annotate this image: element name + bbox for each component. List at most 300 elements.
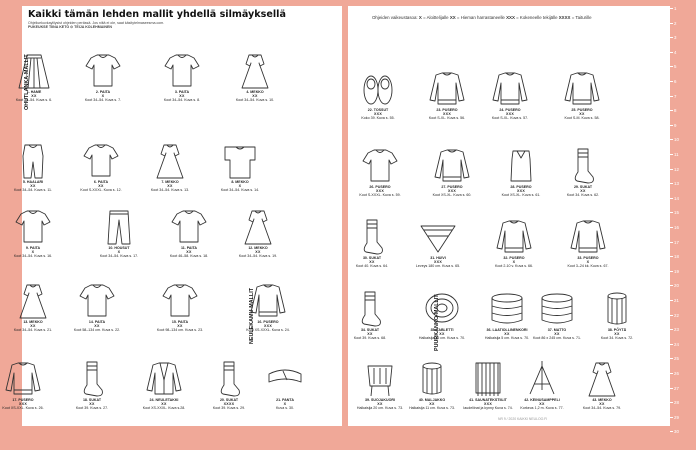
difficulty-marks: XX (369, 260, 375, 265)
item-title: 35. TABLETTI (430, 328, 454, 332)
item-caption (513, 398, 571, 411)
item-sizes: Koot 34–54. Kuva s. 11. (13, 188, 53, 193)
pants-illustration (99, 208, 139, 246)
dress-illustration (238, 208, 278, 246)
item-caption (588, 328, 646, 341)
ruler-tick (670, 23, 673, 24)
pattern-item[interactable] (528, 290, 586, 341)
pattern-item[interactable] (160, 208, 218, 259)
difficulty-marks: XXX (373, 112, 383, 117)
item-caption (74, 90, 132, 103)
difficulty-marks: XXX (483, 402, 493, 407)
ruler-number: 24 (674, 341, 679, 347)
band-illustration (265, 360, 305, 398)
subtitle: Ohjeliuekuvkaylilysist ohjeiden perässä. Jos niitä ei ole, saat käsitytelmaseesma.com. (28, 21, 165, 25)
item-sizes: Koot XS-XXL. Kuva s. 26. (2, 406, 44, 411)
ruler-tick (670, 431, 673, 432)
item-title: 13. MEKKO (23, 320, 43, 324)
item-title: 31. HUIVI (430, 256, 446, 260)
item-title: 7. MEKKO (161, 180, 179, 184)
item-caption (135, 398, 193, 411)
page-ruler (670, 0, 696, 450)
ruler-tick (670, 271, 673, 272)
ruler-number: 13 (674, 181, 679, 187)
item-title: 43. MEKKO (592, 398, 612, 402)
difficulty-marks: XX (580, 189, 586, 194)
item-sizes: Halkaisija 5 cm. Kuva s. 70. (484, 336, 530, 341)
item-caption (226, 90, 284, 103)
item-caption (343, 256, 401, 269)
ruler-number: 8 (674, 108, 677, 114)
tunic-illustration (220, 142, 260, 180)
pattern-item[interactable] (403, 360, 461, 411)
difficulty-marks: X (117, 250, 121, 255)
ruler-number: 1 (674, 6, 677, 11)
difficulty-marks: XX (255, 250, 261, 255)
item-caption (72, 180, 130, 193)
item-caption (341, 328, 399, 341)
item-sizes: Koot XS-XXXL. Kuva s. 24. (246, 328, 290, 333)
item-title: 42. KEINUSAMPPELI (524, 398, 560, 402)
difficulty-marks: XX (94, 324, 100, 329)
item-title: 28. PUSERO (510, 185, 532, 189)
item-sizes: Koot 34. Kuva s. 62. (566, 193, 600, 198)
ruler-tick (670, 300, 673, 301)
pattern-item[interactable] (559, 218, 617, 269)
difficulty-marks: XX (167, 184, 173, 189)
difficulty-marks: XX (89, 402, 95, 407)
item-sizes: Koot 34–54. Kuva s. 79. (582, 406, 622, 411)
item-title: 6. PAITA (93, 180, 109, 184)
difficulty-marks: XX (30, 184, 36, 189)
item-sizes: Koot 2-10 v. Kuva s. 66. (494, 264, 534, 269)
pattern-item[interactable] (349, 70, 407, 121)
item-sizes: Iaudeliinat ja kynny Kuva s. 74. (463, 406, 513, 411)
item-title: 25. PUSERO (571, 108, 593, 112)
ruler-number: 20 (674, 283, 679, 289)
section-label-a: OHUTLANKA-MALLIT (24, 54, 30, 110)
ruler-tick (670, 242, 673, 243)
difficulty-marks: XX (554, 332, 560, 337)
vest-illustration (501, 147, 541, 185)
item-title: 36. LAATIOLLINENKORI (486, 328, 528, 332)
item-sizes: Koot S-XXXL. Kuva s. 59. (359, 193, 401, 198)
item-caption (153, 90, 211, 103)
pattern-item[interactable] (409, 218, 467, 269)
difficulty-legend: Ohjeiden vaikeustasoa: X = Aloittelijalle XX = Hieman harrastaneelle XXX = Kokeneelle tekijälle XXXX = Taiturille (372, 15, 592, 20)
dress-illustration (582, 360, 622, 398)
slipper-illustration (358, 70, 398, 108)
ruler-tick (670, 315, 673, 316)
item-title: 15. PAITA (171, 320, 189, 324)
item-caption (553, 108, 611, 121)
tee-illustration (160, 282, 200, 320)
item-title: 2. PAITA (95, 90, 111, 94)
difficulty-marks: XX (579, 112, 585, 117)
difficulty-marks: XXX (447, 189, 457, 194)
pattern-item[interactable] (343, 218, 401, 269)
ruler-number: 5 (674, 64, 677, 70)
pattern-item[interactable] (74, 52, 132, 103)
item-title: 41. SAUNATEKSTIILIT (469, 398, 507, 402)
item-title: 22. TOSSUT (367, 108, 389, 112)
item-caption (481, 108, 539, 121)
item-sizes: Koot 34–54. Kuva s. 13. (150, 188, 190, 193)
item-caption (413, 328, 471, 341)
ruler-tick (670, 256, 673, 257)
ruler-tick (670, 8, 673, 9)
item-caption (409, 256, 467, 269)
ruler-tick (670, 329, 673, 330)
item-title: 38. PÖYTÄ (607, 328, 627, 332)
pattern-item[interactable] (351, 147, 409, 198)
item-title: 24. NEULETAKKI (149, 398, 179, 402)
sweater-illustration (248, 282, 288, 320)
ruler-tick (670, 125, 673, 126)
item-caption (4, 320, 62, 333)
item-title: 11. PAITA (180, 246, 198, 250)
pattern-item[interactable] (4, 142, 62, 193)
item-sizes: Koot 34–54. Kuva s. 7. (84, 98, 122, 103)
item-title: 29. SUKAT (573, 185, 593, 189)
section-label-c: PUURKANKO-MALLIT (434, 294, 440, 351)
item-title: 1. HAME (26, 90, 42, 94)
stool-illustration (360, 360, 400, 398)
difficulty-marks: X (512, 260, 516, 265)
pattern-item[interactable] (588, 290, 646, 341)
ruler-number: 15 (674, 210, 679, 216)
item-title: 3. PAITA (174, 90, 190, 94)
difficulty-marks: XXX (516, 189, 526, 194)
sweater-illustration (427, 70, 467, 108)
difficulty-marks: XX (177, 324, 183, 329)
tee-illustration (162, 52, 202, 90)
item-title: 17. PUSERO (12, 398, 34, 402)
item-caption (403, 398, 461, 411)
item-title: 24. PUSERO (499, 108, 521, 112)
shawl-illustration (418, 218, 458, 256)
sweater-illustration (3, 360, 43, 398)
item-title: 9. PAITA (25, 246, 41, 250)
ruler-number: 21 (674, 298, 679, 303)
item-title: 20. SUKAT (219, 398, 239, 402)
difficulty-marks: XX (30, 324, 36, 329)
difficulty-marks: XXX (263, 324, 273, 329)
item-sizes: Koot S-XL. Kuva s. 57. (491, 116, 529, 121)
pattern-item[interactable] (573, 360, 631, 411)
pattern-item[interactable] (554, 147, 612, 198)
item-title: 14. PAITA (88, 320, 106, 324)
ruler-tick (670, 285, 673, 286)
ruler-tick (670, 169, 673, 170)
tee-illustration (169, 208, 209, 246)
tee-illustration (81, 142, 121, 180)
item-sizes: Koot S-XXXL. Kuva s. 12. (80, 188, 122, 193)
cylinder-illustration (412, 360, 452, 398)
ruler-tick (670, 154, 673, 155)
difficulty-marks: XX (539, 402, 545, 407)
ruler-number: 28 (674, 400, 679, 406)
ruler-number: 22 (674, 312, 679, 318)
ruler-number: 29 (674, 414, 679, 420)
dress-illustration (13, 282, 53, 320)
difficulty-marks: X (101, 94, 105, 99)
ruler-tick (670, 66, 673, 67)
pattern-item[interactable] (151, 282, 209, 333)
difficulty-marks: XXX (375, 189, 385, 194)
item-title: 39. SUOJAKUORI (365, 398, 395, 402)
pattern-item[interactable] (418, 70, 476, 121)
item-caption (351, 185, 409, 198)
difficulty-marks: XX (186, 250, 192, 255)
ruler-number: 6 (674, 79, 677, 84)
ruler-tick (670, 96, 673, 97)
credits: PUKEUKSE TIINA KETO ⊙ TEIJA KOLEHMAINEN (28, 25, 112, 29)
item-sizes: Koot 86 x 245 cm. Kuva s. 71. (533, 336, 581, 341)
pattern-item[interactable] (341, 290, 399, 341)
item-sizes: Koot S-XL. Kuva s. 56. (428, 116, 466, 121)
pattern-item[interactable] (0, 360, 52, 411)
difficulty-marks: XX (179, 94, 185, 99)
pattern-item[interactable] (68, 282, 126, 333)
difficulty-marks: XXXX (223, 402, 235, 407)
pattern-item[interactable] (200, 360, 258, 411)
pattern-item[interactable] (481, 70, 539, 121)
item-sizes: Koot S-M. Kuva s. 58. (564, 116, 600, 121)
item-title: 34. SUKAT (360, 328, 380, 332)
item-sizes: Kuva s. 30. (276, 406, 294, 411)
pattern-item[interactable] (63, 360, 121, 411)
ruler-tick (670, 344, 673, 345)
ruler-number: 23 (674, 327, 679, 333)
item-sizes: Koot 40. Kuva s. 64. (355, 264, 389, 269)
item-caption (68, 320, 126, 333)
ruler-number: 9 (674, 122, 677, 128)
item-title: 18. SUKAT (82, 398, 102, 402)
sweater-illustration (562, 70, 602, 108)
ruler-tick (670, 402, 673, 403)
ruler-tick (670, 183, 673, 184)
ruler-number: 3 (674, 35, 677, 41)
cardigan-illustration (144, 360, 184, 398)
item-sizes: Halkaisija 20 cm. Kuva s. 73. (356, 406, 404, 411)
hanger-illustration (522, 360, 562, 398)
page-footer: NR 9 / 2020 KAIKKI NEULOO.FI (498, 417, 548, 421)
ruler-tick (670, 358, 673, 359)
difficulty-marks: X (586, 260, 590, 265)
difficulty-marks: XX (439, 332, 445, 337)
pattern-item[interactable] (153, 52, 211, 103)
pattern-item[interactable] (239, 282, 297, 333)
item-sizes: Koot 39. Kuva s. 29. (212, 406, 246, 411)
tee-illustration (13, 208, 53, 246)
sock-illustration (72, 360, 112, 398)
ruler-tick (670, 198, 673, 199)
ruler-tick (670, 417, 673, 418)
difficulty-marks: XX (98, 184, 104, 189)
pattern-item[interactable] (413, 290, 471, 341)
item-sizes: Halkaisija 36 cm. Kuva s. 70. (418, 336, 466, 341)
item-caption (151, 320, 209, 333)
basket-illustration (537, 290, 577, 328)
ruler-tick (670, 37, 673, 38)
item-sizes: Koot 34–54. Kuva s. 14. (220, 188, 260, 193)
ruler-number: 14 (674, 195, 679, 201)
mat-illustration (468, 360, 508, 398)
difficulty-marks: XX (504, 332, 510, 337)
ruler-number: 17 (674, 239, 679, 245)
item-title: 30. SUKAT (362, 256, 382, 260)
sweater-illustration (494, 218, 534, 256)
item-sizes: Koot 58–134 cm. Kuva s. 22. (73, 328, 121, 333)
pattern-item[interactable] (256, 360, 314, 411)
sock-illustration (563, 147, 603, 185)
pattern-item[interactable] (229, 208, 287, 259)
ruler-number: 18 (674, 254, 679, 260)
ruler-tick (670, 373, 673, 374)
item-title: 26. PUSERO (369, 185, 391, 189)
difficulty-marks: XX (599, 402, 605, 407)
item-sizes: Koot 98–134 cm. Kuva s. 23. (156, 328, 204, 333)
jumpsuit-illustration (13, 142, 53, 180)
pattern-item[interactable] (513, 360, 571, 411)
item-caption (423, 185, 481, 198)
pattern-item[interactable] (459, 360, 517, 411)
item-sizes: Koot XS-XL. Kuva s. 61. (501, 193, 541, 198)
pattern-item[interactable] (226, 52, 284, 103)
item-sizes: Koot 34–54. Kuva s. 16. (13, 254, 53, 259)
ruler-number: 26 (674, 371, 679, 376)
pattern-item[interactable] (90, 208, 148, 259)
ruler-number: 19 (674, 268, 679, 274)
pattern-item[interactable] (5, 52, 63, 103)
item-caption (528, 328, 586, 341)
sweater-illustration (568, 218, 608, 256)
sock-illustration (350, 290, 390, 328)
item-caption (211, 180, 269, 193)
item-sizes: Koot 34–54. Kuva s. 10. (235, 98, 275, 103)
ruler-tick (670, 388, 673, 389)
pattern-item[interactable] (485, 218, 543, 269)
pattern-item[interactable] (423, 147, 481, 198)
basket-illustration (487, 290, 527, 328)
pattern-item[interactable] (4, 282, 62, 333)
pattern-item[interactable] (492, 147, 550, 198)
tee-illustration (83, 52, 123, 90)
ruler-number: 25 (674, 356, 679, 362)
item-sizes: Korkeus 1,2 m. Kuva s. 77. (520, 406, 564, 411)
item-caption (141, 180, 199, 193)
dress-illustration (235, 52, 275, 90)
difficulty-marks: XXX (433, 260, 443, 265)
ruler-number: 4 (674, 49, 677, 55)
item-caption (4, 246, 62, 259)
difficulty-marks: XX (429, 402, 435, 407)
item-title: 40. MALJAKKO (418, 398, 446, 402)
item-caption (5, 90, 63, 103)
item-title: 4. MEKKO (246, 90, 264, 94)
item-caption (239, 320, 297, 333)
ruler-number: 12 (674, 166, 679, 172)
skirt-illustration (14, 52, 54, 90)
cylinder-illustration (597, 290, 637, 328)
item-sizes: Koot 39. Kuva s. 27. (75, 406, 109, 411)
item-caption (351, 398, 409, 411)
sock-illustration (352, 218, 392, 256)
item-sizes: Koko 39. Kuva s. 55. (361, 116, 395, 121)
item-caption (349, 108, 407, 121)
tee-illustration (360, 147, 400, 185)
item-title: 12. MEKKO (248, 246, 268, 250)
item-sizes: Koot 34–54. Kuva s. 19. (238, 254, 278, 259)
item-caption (0, 398, 52, 411)
ruler-number: 16 (674, 225, 679, 230)
pattern-item[interactable] (351, 360, 409, 411)
sweater-illustration (432, 147, 472, 185)
item-caption (4, 180, 62, 193)
ruler-number: 7 (674, 93, 677, 99)
difficulty-marks: XXX (18, 402, 28, 407)
item-caption (63, 398, 121, 411)
ruler-number: 11 (674, 152, 679, 157)
item-caption (554, 185, 612, 198)
pattern-item[interactable] (141, 142, 199, 193)
item-sizes: Koot 34–54. Kuva s. 17. (99, 254, 139, 259)
item-sizes: Koot 34–54. Kuva s. 21. (13, 328, 53, 333)
sock-illustration (209, 360, 249, 398)
item-title: 10. HOUSUT (108, 246, 130, 250)
item-caption (559, 256, 617, 269)
difficulty-marks: XX (614, 332, 620, 337)
item-caption (459, 398, 517, 411)
pattern-item[interactable] (135, 360, 193, 411)
ruler-number: 27 (674, 385, 679, 391)
pattern-item[interactable] (553, 70, 611, 121)
item-title: 23. PUSERO (436, 108, 458, 112)
item-caption (485, 256, 543, 269)
section-label-b: NEULEKAMU-MALLIT (249, 288, 255, 344)
item-caption (200, 398, 258, 411)
page-title: Kaikki tämän lehden mallit yhdellä silmäyksellä (28, 9, 286, 20)
pattern-item[interactable] (4, 208, 62, 259)
difficulty-marks: X (238, 184, 242, 189)
item-title: 37. MATTO (547, 328, 567, 332)
difficulty-marks: XXX (505, 112, 515, 117)
item-sizes: Koot 34–54. Kuva s. 8. (163, 98, 201, 103)
item-caption (256, 398, 314, 411)
item-caption (160, 246, 218, 259)
item-caption (90, 246, 148, 259)
difficulty-marks: X (283, 402, 287, 407)
item-sizes: Koot 39. Kuva s. 68. (353, 336, 387, 341)
ruler-number: 2 (674, 20, 677, 26)
item-sizes: Leveys 180 cm. Kuva s. 65. (415, 264, 461, 269)
item-sizes: Koot 34. Kuva s. 72. (600, 336, 634, 341)
difficulty-marks: XX (377, 402, 383, 407)
item-sizes: Halkaisija 11 cm. Kuva s. 73. (409, 406, 455, 411)
pattern-item[interactable] (72, 142, 130, 193)
item-title: 27. PUSERO (441, 185, 463, 189)
difficulty-marks: X (31, 250, 35, 255)
difficulty-marks: XX (161, 402, 167, 407)
difficulty-marks: XXX (442, 112, 452, 117)
ruler-number: 30 (674, 429, 679, 435)
item-title: 8. MEKKO (231, 180, 249, 184)
tee-illustration (77, 282, 117, 320)
item-caption (573, 398, 631, 411)
pattern-item[interactable] (211, 142, 269, 193)
item-caption (229, 246, 287, 259)
